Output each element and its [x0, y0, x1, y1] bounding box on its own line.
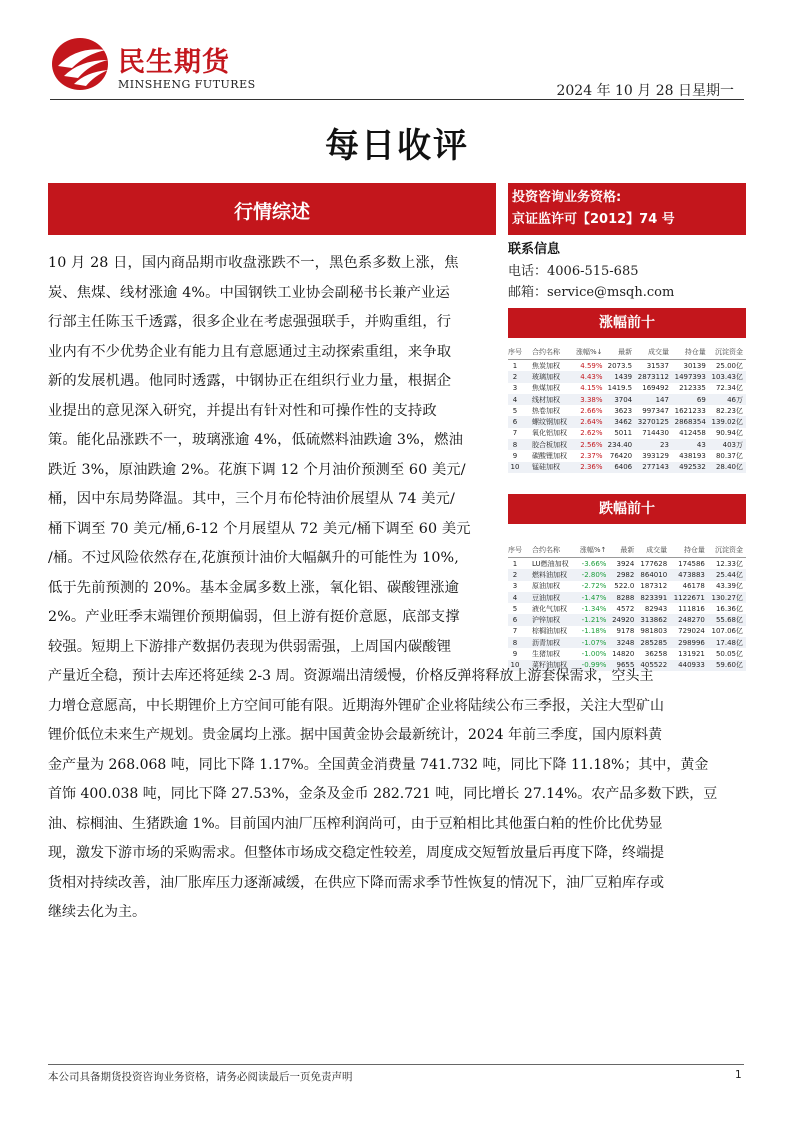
table-cell: 4572	[616, 604, 635, 613]
table-cell: 胶合板加权	[522, 439, 574, 450]
brand-name-cn: 民生期货	[118, 47, 230, 78]
table-row	[508, 360, 746, 372]
table-row	[508, 581, 746, 592]
table-cell: 氧化铝加权	[532, 429, 567, 438]
table-cell: 492532	[672, 462, 709, 473]
table-cell: 2073.5	[607, 361, 633, 370]
table-row	[508, 450, 746, 461]
table-cell: 7	[512, 429, 518, 438]
table-cell: 3248	[609, 637, 637, 648]
table-cell: LU燃油加权	[532, 559, 569, 568]
table-cell: 2	[508, 569, 522, 580]
column-header: 合约名称	[522, 542, 577, 558]
column-header: 最新	[609, 542, 637, 558]
table-cell: 5011	[614, 429, 633, 438]
table-cell: 2.66%	[580, 406, 603, 415]
table-cell: 298996	[670, 637, 708, 648]
table-cell: 82943	[644, 604, 668, 613]
paragraph-line: 力增仓意愿高，中长期锂价上方空间可能有限。近期海外锂矿企业将陆续公布三季报，关注大型矿山	[48, 697, 664, 714]
paragraph-line: 较强。短期上下游排产数据仍表现为供弱需强，上周国内碳酸锂	[48, 638, 452, 655]
paragraph-line: /桶。不过风险依然存在,花旗预计油价大幅飙升的可能性为 10%,	[48, 550, 459, 566]
contact-email: 邮箱：service@msqh.com	[508, 285, 675, 300]
table-cell: 393129	[642, 452, 669, 461]
table-cell: 43	[672, 439, 709, 450]
column-header: 涨幅%↑	[577, 542, 610, 558]
table-cell: 212335	[679, 384, 706, 393]
table-cell: -1.47%	[577, 592, 610, 603]
table-cell: 55.68亿	[708, 614, 746, 625]
table-cell: -2.72%	[581, 582, 607, 591]
report-date: 2024 年 10 月 28 日星期一	[556, 83, 734, 99]
table-cell: 2982	[609, 569, 637, 580]
table-cell: 9	[512, 452, 518, 461]
table-cell: 17.48亿	[708, 637, 746, 648]
table-cell: 沪锌加权	[522, 614, 577, 625]
paragraph-line: 炭、焦煤、线材涨逾 4%。中国钢铁工业协会副秘书长兼产业运	[48, 284, 450, 301]
table-row	[508, 405, 746, 416]
table-cell: 原油加权	[532, 582, 560, 591]
qualification-line-1: 投资咨询业务资格:	[512, 190, 622, 205]
table-cell: 82.23亿	[715, 406, 743, 415]
table-cell: 997347	[642, 406, 669, 415]
table-cell: 1439	[606, 371, 636, 382]
table-cell: 液化气加权	[532, 604, 567, 613]
table-cell: 3924	[616, 559, 635, 568]
table-cell: 981803	[640, 627, 668, 636]
table-cell: -1.21%	[577, 614, 610, 625]
table-cell: 438193	[679, 452, 706, 461]
table-cell: 棕榈油加权	[532, 627, 567, 636]
table-cell: 3623	[614, 406, 633, 415]
column-header: 涨幅%↓	[574, 344, 606, 360]
table-cell: 28.40亿	[709, 462, 746, 473]
table-cell: 8288	[609, 592, 637, 603]
table-cell: 8	[508, 439, 522, 450]
table-cell: 3	[512, 384, 518, 393]
table-row	[508, 383, 746, 394]
column-header: 序号	[508, 542, 522, 558]
qualification-line-2: 京证监许可【2012】74 号	[512, 212, 675, 227]
paragraph-line: 继续去化为主。	[48, 904, 146, 920]
table-cell: 焦炭加权	[532, 361, 560, 370]
table-cell: 4.59%	[580, 361, 603, 370]
table-cell: 1	[512, 559, 518, 568]
table-row	[508, 394, 746, 405]
table-cell: 8	[508, 637, 522, 648]
table-cell: 234.40	[606, 439, 636, 450]
table-cell: 9	[512, 650, 518, 659]
gainers-table	[508, 344, 746, 473]
table-cell: 1122671	[670, 592, 708, 603]
table-cell: 4.15%	[580, 384, 603, 393]
table-cell: 热卷加权	[532, 406, 560, 415]
paragraph-line: 2%。产业旺季末端锂价预期偏弱，但上游有挺价意愿，底部支撑	[48, 609, 460, 625]
table-cell: 440933	[670, 660, 708, 671]
table-cell: 2.36%	[574, 462, 606, 473]
table-cell: 103.43亿	[709, 371, 746, 382]
table-cell: -1.00%	[581, 650, 607, 659]
table-cell: 72.34亿	[715, 384, 743, 393]
paragraph-line: 桶下调至 70 美元/桶,6-12 个月展望从 72 美元/桶下调至 60 美元	[48, 520, 471, 537]
table-cell: 2.56%	[574, 439, 606, 450]
paragraph-line: 策。能化品涨跌不一，玻璃涨逾 4%，低硫燃料油跌逾 3%，燃油	[48, 432, 463, 448]
table-cell: 3270125	[635, 416, 672, 427]
table-cell: 2.62%	[580, 429, 603, 438]
table-cell: 4	[508, 592, 522, 603]
table-cell: 2	[508, 371, 522, 382]
table-cell: -3.66%	[581, 559, 607, 568]
footer-disclaimer: 本公司具备期货投资咨询业务资格，请务必阅读最后一页免责声明	[48, 1071, 353, 1083]
table-cell: 46万	[709, 394, 746, 405]
table-cell: 6406	[606, 462, 636, 473]
table-cell: 4	[508, 394, 522, 405]
table-row	[508, 637, 746, 648]
paragraph-line: 业内有不少优势企业有能力且有意愿通过主动探索重组，来争取	[48, 343, 452, 360]
table-cell: 522.0	[614, 582, 635, 591]
column-header: 持仓量	[672, 344, 709, 360]
table-cell: 277143	[635, 462, 672, 473]
header-divider	[50, 99, 744, 100]
paragraph-line: 金产量为 268.068 吨，同比下降 1.17%。全国黄金消费量 741.732 吨，同比下降 11.18%；其中，黄金	[48, 756, 709, 773]
table-row	[508, 614, 746, 625]
table-cell: 25.44亿	[708, 569, 746, 580]
table-cell: 412458	[679, 429, 706, 438]
table-cell: 107.06亿	[711, 627, 743, 636]
table-cell: 3.38%	[574, 394, 606, 405]
table-row	[508, 603, 746, 614]
paragraph-line: 行部主任陈玉千透露，很多企业在考虑强强联手，并购重组，行	[48, 314, 452, 330]
gainers-title-bar: 涨幅前十	[508, 308, 746, 338]
table-cell: 69	[672, 394, 709, 405]
table-cell: 7	[512, 627, 518, 636]
table-cell: -2.80%	[577, 569, 610, 580]
table-row	[508, 648, 746, 659]
table-cell: 4.43%	[574, 371, 606, 382]
column-header: 持仓量	[670, 542, 708, 558]
table-cell: 12.33亿	[715, 559, 743, 568]
table-cell: 10	[508, 660, 522, 671]
table-cell: 5	[512, 406, 518, 415]
table-cell: 菜籽油加权	[522, 660, 577, 671]
table-cell: 1497393	[672, 371, 709, 382]
column-header: 成交量	[637, 542, 670, 558]
table-cell: -0.99%	[577, 660, 610, 671]
table-cell: 43.39亿	[715, 582, 743, 591]
contact-title: 联系信息	[508, 242, 561, 257]
paragraph-line: 产量近全稳，预计去库还将延续 2-3 周。资源端出清缓慢，价格反弹将释放上游套保需求，空头主	[48, 668, 654, 684]
table-row	[508, 558, 746, 570]
table-cell: 174586	[678, 559, 705, 568]
table-cell: 豆油加权	[522, 592, 577, 603]
table-cell: 焦煤加权	[532, 384, 560, 393]
table-cell: 131921	[678, 650, 705, 659]
table-cell: 147	[635, 394, 672, 405]
losers-table	[508, 542, 746, 671]
section-title: 行情综述	[233, 201, 310, 223]
minsheng-logo-icon	[50, 36, 114, 92]
table-cell: 80.37亿	[715, 452, 743, 461]
table-cell: 714430	[642, 429, 669, 438]
table-cell: 248270	[670, 614, 708, 625]
table-cell: 169492	[642, 384, 669, 393]
table-cell: 3	[512, 582, 518, 591]
table-cell: 碳酸锂加权	[532, 452, 567, 461]
table-cell: 50.05亿	[715, 650, 743, 659]
table-cell: 2.37%	[580, 452, 603, 461]
table-cell: 2.64%	[574, 416, 606, 427]
table-cell: 403万	[709, 439, 746, 450]
table-cell: 130.27亿	[708, 592, 746, 603]
table-cell: 16.36亿	[715, 604, 743, 613]
paragraph-line: 业提出的意见深入研究，并提出有针对性和可操作性的支持政	[48, 402, 437, 419]
paragraph-line: 桶，因中东局势降温。其中，三个月布伦特油价展望从 74 美元/	[48, 491, 455, 507]
table-cell: 111816	[678, 604, 705, 613]
table-cell: 187312	[640, 582, 668, 591]
table-cell: 473883	[670, 569, 708, 580]
table-cell: 177628	[640, 559, 668, 568]
contact-phone: 电话：4006-515-685	[508, 264, 639, 279]
column-header: 沉淀资金	[708, 542, 746, 558]
footer-divider	[48, 1064, 744, 1065]
table-cell: 823391	[637, 592, 670, 603]
table-cell: 燃料油加权	[522, 569, 577, 580]
table-cell: 90.94亿	[715, 429, 743, 438]
table-cell: 25.00亿	[715, 361, 743, 370]
page-title: 每日收评	[325, 126, 469, 166]
column-header: 最新	[606, 344, 636, 360]
paragraph-line: 首饰 400.038 吨，同比下降 27.53%，金条及金币 282.721 吨，同比增长 27.14%。农产品多数下跌，豆	[48, 786, 718, 802]
table-cell: 沥青加权	[522, 637, 577, 648]
table-cell: 729024	[678, 627, 705, 636]
table-cell: 405522	[637, 660, 670, 671]
table-cell: 线材加权	[522, 394, 574, 405]
table-cell: 生猪加权	[532, 650, 560, 659]
table-cell: 1	[512, 361, 518, 370]
table-cell: 139.02亿	[709, 416, 746, 427]
table-cell: 23	[635, 439, 672, 450]
table-cell: 3704	[606, 394, 636, 405]
table-cell: 9655	[609, 660, 637, 671]
paragraph-line: 新的发展机遇。他同时透露，中钢协正在组织行业力量，根据企	[48, 373, 452, 389]
table-cell: -1.18%	[581, 627, 607, 636]
table-cell: 9178	[616, 627, 635, 636]
table-cell: 10	[508, 462, 522, 473]
paragraph-line: 锂价低位未来生产规划。贵金属均上涨。据中国黄金协会最新统计，2024 年前三季度，国内原料黄	[48, 727, 663, 743]
paragraph-line: 低于先前预测的 20%。基本金属多数上涨，氧化铝、碳酸锂涨逾	[48, 579, 460, 596]
table-cell: 2873112	[635, 371, 672, 382]
page-number: 1	[735, 1069, 742, 1081]
table-cell: 59.60亿	[708, 660, 746, 671]
table-cell: 1621233	[674, 406, 706, 415]
paragraph-line: 货相对持续改善，油厂胀库压力逐渐减缓，在供应下降而需求季节性恢复的情况下，油厂豆粕库存或	[48, 874, 664, 891]
table-row	[508, 428, 746, 439]
table-cell: 14820	[612, 650, 635, 659]
table-cell: 1419.5	[607, 384, 633, 393]
table-cell: 313862	[637, 614, 670, 625]
table-row	[508, 439, 746, 450]
paragraph-line: 10 月 28 日，国内商品期市收盘涨跌不一，黑色系多数上涨，焦	[48, 255, 459, 271]
table-row	[508, 371, 746, 382]
table-cell: 螺纹钢加权	[522, 416, 574, 427]
table-cell: 6	[508, 614, 522, 625]
table-cell: 锰硅加权	[522, 462, 574, 473]
column-header: 沉淀资金	[709, 344, 746, 360]
table-row	[508, 592, 746, 603]
losers-title-bar: 跌幅前十	[508, 494, 746, 524]
paragraph-line: 现，激发下游市场的采购需求。但整体市场成交稳定性较差，周度成交短暂放量后再度下降，终端提	[48, 845, 664, 861]
table-cell: 24920	[609, 614, 637, 625]
paragraph-line: 油、棕榈油、生猪跌逾 1%。目前国内油厂压榨利润尚可，由于豆粕相比其他蛋白粕的性价比优势显	[48, 815, 663, 832]
table-row	[508, 416, 746, 427]
table-cell: 285285	[637, 637, 670, 648]
table-cell: 2868354	[672, 416, 709, 427]
brand-name-en: MINSHENG FUTURES	[118, 78, 256, 91]
table-cell: 36258	[644, 650, 668, 659]
table-cell: -1.07%	[577, 637, 610, 648]
table-row	[508, 462, 746, 473]
table-cell: 76420	[609, 452, 633, 461]
column-header: 成交量	[635, 344, 672, 360]
column-header: 序号	[508, 344, 522, 360]
table-cell: 5	[512, 604, 518, 613]
table-cell: -1.34%	[581, 604, 607, 613]
table-row	[508, 626, 746, 637]
paragraph-line: 跌近 3%，原油跌逾 2%。花旗下调 12 个月油价预测至 60 美元/	[48, 461, 466, 478]
table-cell: 864010	[637, 569, 670, 580]
table-cell: 6	[508, 416, 522, 427]
table-cell: 3462	[606, 416, 636, 427]
table-cell: 46178	[682, 582, 705, 591]
table-row	[508, 569, 746, 580]
table-cell: 31537	[646, 361, 669, 370]
column-header: 合约名称	[522, 344, 574, 360]
table-cell: 玻璃加权	[522, 371, 574, 382]
table-cell: 30139	[683, 361, 706, 370]
